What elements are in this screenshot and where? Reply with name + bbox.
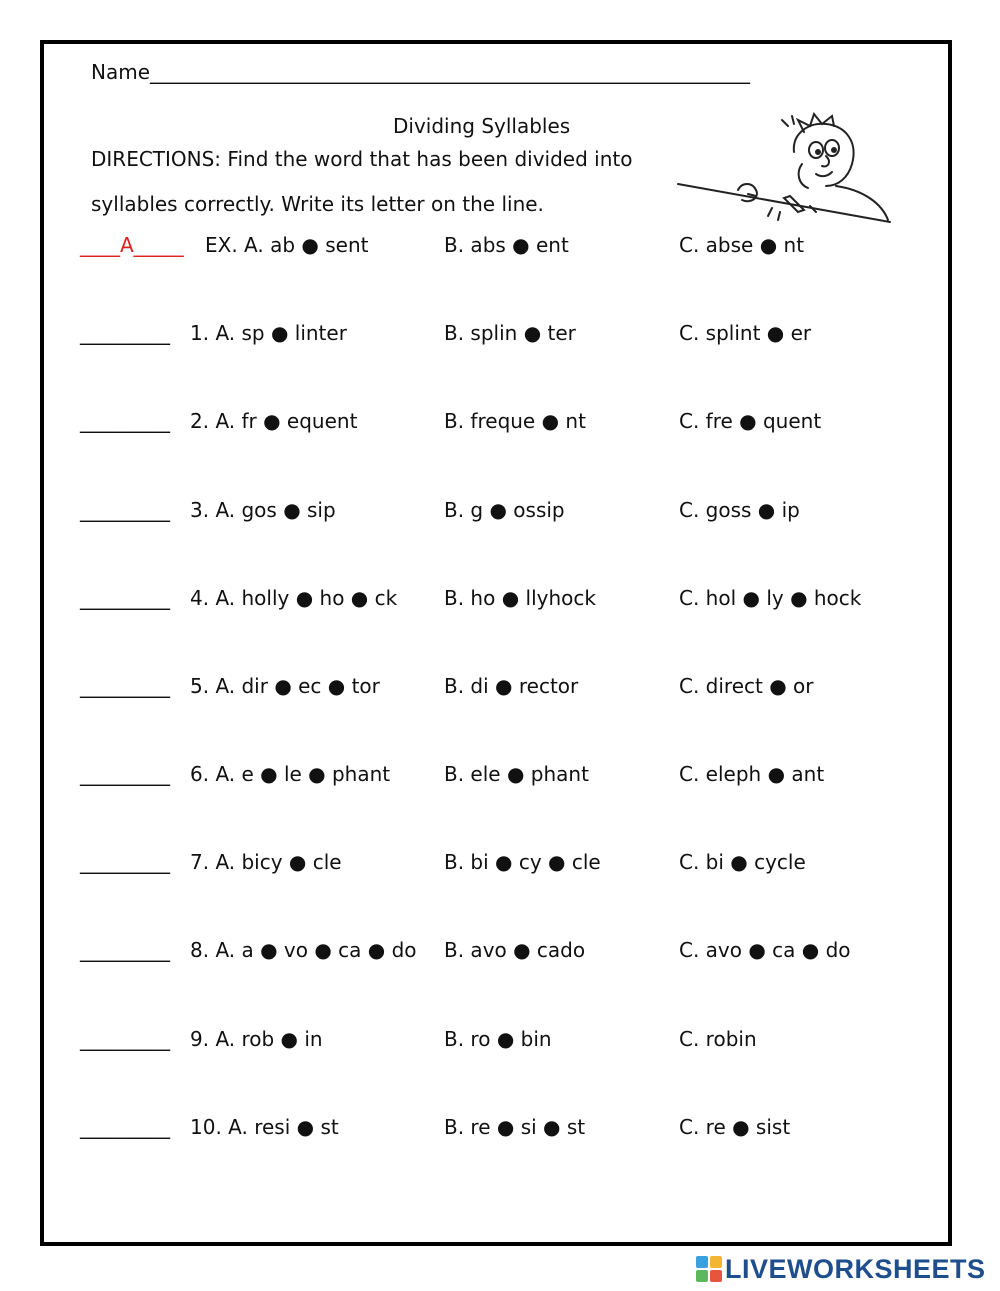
option-a: 8. A. a ● vo ● ca ● do xyxy=(190,938,417,962)
option-b: B. bi ● cy ● cle xyxy=(444,850,601,874)
option-a: 2. A. fr ● equent xyxy=(190,409,358,433)
answer-blank[interactable]: _________ xyxy=(80,409,170,433)
question-row xyxy=(0,1115,1000,1145)
question-row xyxy=(0,762,1000,792)
question-row xyxy=(0,1027,1000,1057)
option-a: 3. A. gos ● sip xyxy=(190,498,336,522)
option-c: C. fre ● quent xyxy=(679,409,822,433)
option-a: 5. A. dir ● ec ● tor xyxy=(190,674,380,698)
example-option-b: B. abs ● ent xyxy=(444,233,569,257)
directions-line-1: DIRECTIONS: Find the word that has been divided into xyxy=(91,147,633,171)
option-b: B. re ● si ● st xyxy=(444,1115,586,1139)
liveworksheets-logo-icon xyxy=(696,1256,722,1282)
option-c: C. hol ● ly ● hock xyxy=(679,586,862,610)
option-c: C. goss ● ip xyxy=(679,498,800,522)
option-b: B. ho ● llyhock xyxy=(444,586,596,610)
answer-blank[interactable]: _________ xyxy=(80,1027,170,1051)
option-c: C. robin xyxy=(679,1027,757,1051)
question-row xyxy=(0,674,1000,704)
answer-blank[interactable]: _________ xyxy=(80,1115,170,1139)
option-c: C. eleph ● ant xyxy=(679,762,825,786)
option-b: B. splin ● ter xyxy=(444,321,576,345)
answer-blank[interactable]: _________ xyxy=(80,674,170,698)
question-row xyxy=(0,938,1000,968)
option-a: 1. A. sp ● linter xyxy=(190,321,347,345)
answer-blank[interactable]: _________ xyxy=(80,938,170,962)
option-b: B. g ● ossip xyxy=(444,498,565,522)
option-c: C. direct ● or xyxy=(679,674,814,698)
question-row xyxy=(0,409,1000,439)
example-row xyxy=(0,233,1000,263)
option-b: B. di ● rector xyxy=(444,674,579,698)
option-b: B. ro ● bin xyxy=(444,1027,552,1051)
name-field[interactable]: Name____________________________________________________________ xyxy=(91,60,751,84)
option-a: 7. A. bicy ● cle xyxy=(190,850,342,874)
answer-blank[interactable]: _________ xyxy=(80,498,170,522)
option-c: C. bi ● cycle xyxy=(679,850,806,874)
option-c: C. splint ● er xyxy=(679,321,812,345)
answer-blank[interactable]: _________ xyxy=(80,850,170,874)
question-row xyxy=(0,586,1000,616)
question-row xyxy=(0,850,1000,880)
directions-line-2: syllables correctly. Write its letter on the line. xyxy=(91,192,544,216)
answer-blank[interactable]: _________ xyxy=(80,762,170,786)
thinking-student-illustration xyxy=(676,112,896,252)
brand-text: LIVEWORKSHEETS xyxy=(725,1253,986,1284)
answer-blank[interactable]: _________ xyxy=(80,586,170,610)
worksheet-title: Dividing Syllables xyxy=(393,114,571,138)
option-a: 10. A. resi ● st xyxy=(190,1115,339,1139)
option-b: B. ele ● phant xyxy=(444,762,589,786)
example-answer-blank[interactable]: ____A_____ xyxy=(80,233,184,257)
answer-blank[interactable]: _________ xyxy=(80,321,170,345)
example-option-a: EX. A. ab ● sent xyxy=(205,233,369,257)
option-a: 4. A. holly ● ho ● ck xyxy=(190,586,398,610)
option-a: 9. A. rob ● in xyxy=(190,1027,323,1051)
option-b: B. avo ● cado xyxy=(444,938,586,962)
example-option-c: C. abse ● nt xyxy=(679,233,805,257)
option-c: C. re ● sist xyxy=(679,1115,791,1139)
liveworksheets-brand xyxy=(696,1252,986,1286)
question-row xyxy=(0,498,1000,528)
question-row xyxy=(0,321,1000,351)
option-c: C. avo ● ca ● do xyxy=(679,938,851,962)
option-a: 6. A. e ● le ● phant xyxy=(190,762,391,786)
option-b: B. freque ● nt xyxy=(444,409,586,433)
